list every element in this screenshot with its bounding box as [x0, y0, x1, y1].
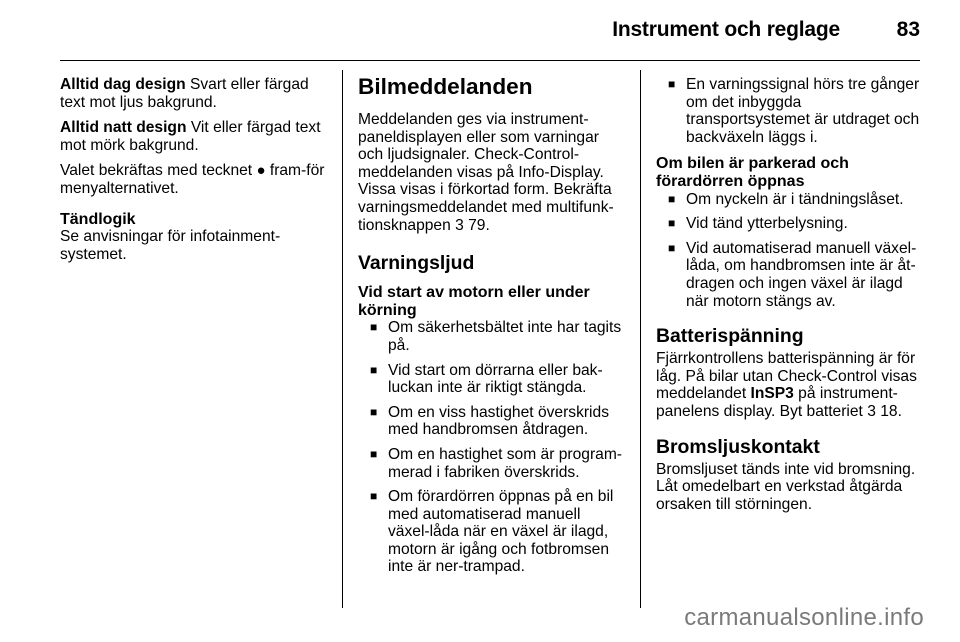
column-divider-2	[640, 70, 641, 608]
text-intro-page: 79.	[463, 216, 490, 234]
heading-bromsljuskontakt: Bromsljuskontakt	[656, 435, 820, 458]
square-bullet-icon: ■	[370, 320, 378, 335]
heading-tandlogik: Tändlogik	[60, 210, 136, 228]
square-bullet-icon: ■	[370, 489, 378, 504]
square-bullet-icon: ■	[370, 362, 378, 377]
paragraph-intro	[358, 111, 626, 234]
text-confirm-a: Valet bekräftas med tecknet	[60, 162, 257, 180]
term-night-design: Alltid natt design	[60, 119, 187, 137]
paragraph-battery	[656, 350, 924, 420]
list-item	[656, 240, 924, 310]
square-bullet-icon: ■	[668, 191, 676, 206]
heading-start-motor: Vid start av motorn eller under körning	[358, 284, 590, 319]
list-item	[358, 362, 626, 397]
column-2	[358, 76, 626, 583]
square-bullet-icon: ■	[668, 216, 676, 231]
paragraph-brake: Bromsljuset tänds inte vid bromsning. Låt omedelbart en verkstad åtgärda orsaken till störningen.	[656, 460, 916, 513]
column-divider-1	[342, 70, 343, 608]
list-item	[656, 191, 924, 209]
term-day-design: Alltid dag design	[60, 76, 186, 93]
text-battery-page: 18.	[875, 402, 902, 420]
page-ref-arrow-icon: 3	[455, 216, 464, 234]
list-item-text: Vid automatiserad manuell växel-låda, om handbromsen inte är åt-dragen och ingen växel är ilagd när motorn stängs av.	[686, 239, 917, 310]
heading-batterispanning: Batterispänning	[656, 325, 804, 348]
heading-parked: Om bilen är parkerad och förardörren öppnas	[656, 155, 849, 190]
term-insp3: InSP3	[750, 385, 794, 403]
header-rule	[60, 60, 920, 61]
paragraph-day-design	[60, 76, 328, 111]
paragraph-tandlogik: Se anvisningar för infotainment-systemet.	[60, 228, 281, 263]
heading-bilmeddelanden: Bilmeddelanden	[358, 74, 533, 99]
warning-list	[358, 319, 626, 576]
heading-varningsljud: Varningsljud	[358, 252, 475, 275]
list-item-text: Om en viss hastighet överskrids med handbromsen åtdragen.	[388, 403, 609, 439]
list-item-text: Om en hastighet som är program-merad i fabriken överskrids.	[388, 445, 622, 481]
page-title: Instrument och reglage	[612, 18, 840, 41]
warning-list-continued	[656, 76, 924, 146]
text-battery-a: Fjärrkontrollens batterispänning är för låg. På bilar utan Check-Control visas meddelandet	[656, 350, 917, 403]
list-item	[656, 215, 924, 233]
list-item	[358, 446, 626, 481]
column-3	[656, 76, 924, 521]
page-header	[0, 0, 960, 60]
list-item	[358, 488, 626, 576]
filled-circle-icon: ●	[256, 162, 266, 180]
list-item	[656, 76, 924, 146]
list-item-text: Om förardörren öppnas på en bil med automatiserad manuell växel-låda när en växel är ilagd, motorn är igång och fotbromsen inte är ner-trampad.	[388, 488, 614, 576]
text-confirm-b: fram-för menyalternativet.	[60, 162, 325, 197]
text-battery-b: på instrument-panelens display. Byt batteriet	[656, 385, 898, 420]
list-item	[358, 319, 626, 354]
list-item-text: Om nyckeln är i tändningslåset.	[686, 190, 904, 208]
list-item-text: Vid tänd ytterbelysning.	[686, 215, 848, 233]
page-number: 83	[896, 18, 920, 41]
list-item	[358, 404, 626, 439]
square-bullet-icon: ■	[370, 404, 378, 419]
text-intro: Meddelanden ges via instrument-paneldisplayen eller som varningar och ljudsignaler. Check-Control-meddelanden visas på Info-Display. Vissa visas i förkortad form. Bekräfta varningsmeddelandet med multifunk-tionsknappen	[358, 111, 614, 234]
list-item-text: Vid start om dörrarna eller bak-luckan inte är riktigt stängda.	[388, 361, 603, 397]
list-item-text: Om säkerhetsbältet inte har tagits på.	[388, 319, 622, 354]
watermark: carmanualsonline.info	[684, 604, 924, 631]
square-bullet-icon: ■	[370, 446, 378, 461]
square-bullet-icon: ■	[668, 240, 676, 255]
square-bullet-icon: ■	[668, 77, 676, 91]
text-day-design: Svart eller färgad text mot ljus bakgrund.	[60, 76, 309, 111]
column-1	[60, 76, 328, 271]
parked-list	[656, 191, 924, 311]
page-ref-arrow-icon: 3	[867, 402, 876, 420]
paragraph-night-design	[60, 119, 328, 154]
text-night-design: Vit eller färgad text mot mörk bakgrund.	[60, 119, 321, 154]
paragraph-confirm	[60, 162, 328, 197]
list-item-text: En varningssignal hörs tre gånger om det inbyggda transportsystemet är utdraget och backväxeln läggs i.	[686, 76, 920, 146]
